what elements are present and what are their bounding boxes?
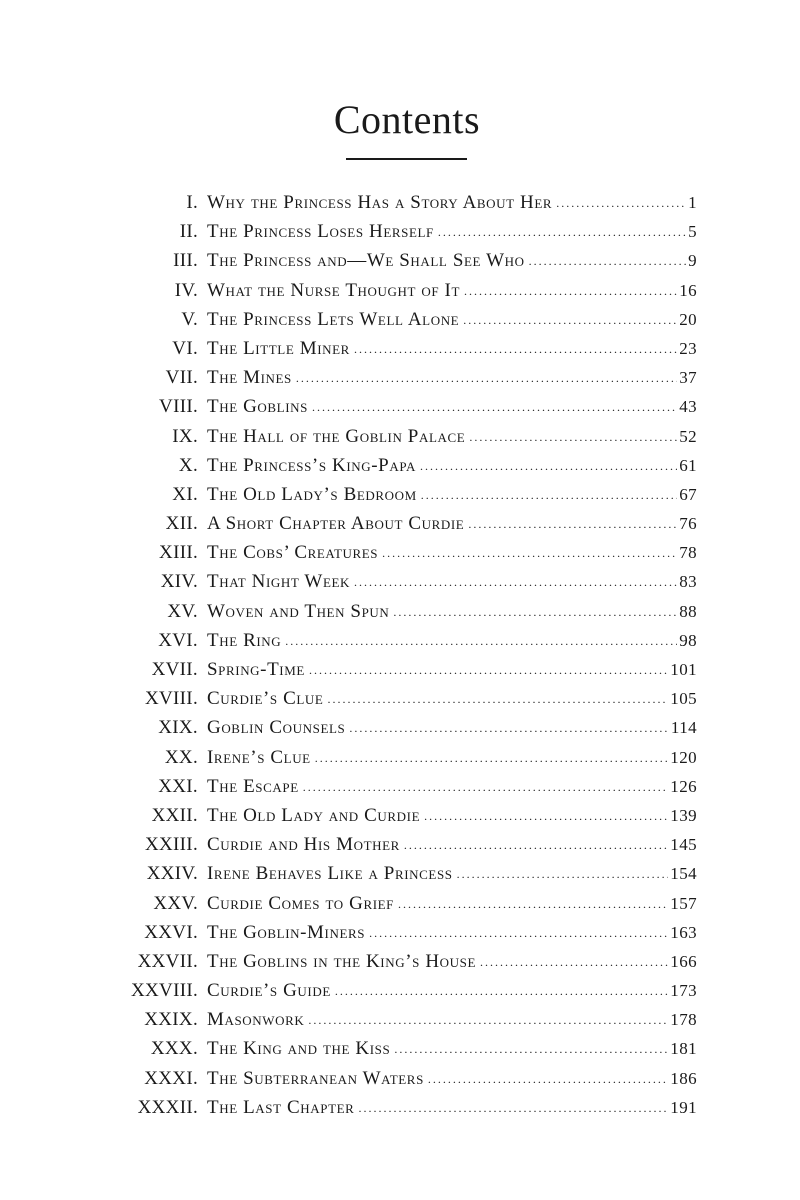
dot-leader bbox=[463, 306, 677, 335]
dot-leader bbox=[469, 423, 677, 452]
toc-entry bbox=[0, 655, 800, 684]
chapter-title: Irene’s Clue bbox=[207, 746, 311, 768]
toc-entry bbox=[0, 947, 800, 976]
chapter-page-number: 166 bbox=[670, 951, 697, 971]
chapter-title: The Goblin-Miners bbox=[207, 921, 366, 943]
chapter-title: Curdie’s Clue bbox=[207, 688, 324, 710]
toc-entry bbox=[0, 626, 800, 655]
chapter-page-number: 163 bbox=[670, 922, 697, 942]
chapter-page-number: 61 bbox=[679, 455, 697, 475]
chapter-title: The Last Chapter bbox=[207, 1096, 355, 1118]
toc-entry bbox=[0, 276, 800, 305]
chapter-title: The Escape bbox=[207, 775, 299, 797]
toc-entry bbox=[0, 743, 800, 772]
toc-entry bbox=[0, 480, 800, 509]
chapter-number: XIII. bbox=[159, 542, 198, 564]
chapter-number: VIII. bbox=[159, 396, 198, 418]
toc-entry-line bbox=[207, 1034, 697, 1065]
toc-entry bbox=[0, 830, 800, 859]
chapter-title: The Ring bbox=[207, 629, 282, 651]
toc-entry bbox=[0, 918, 800, 947]
chapter-page-number: 126 bbox=[670, 776, 697, 796]
toc-entry-line bbox=[207, 859, 697, 890]
toc-entry bbox=[0, 597, 800, 626]
chapter-title: Spring-Time bbox=[207, 659, 305, 680]
toc-entry bbox=[0, 976, 800, 1005]
toc-entry-line bbox=[207, 567, 697, 598]
dot-leader bbox=[438, 218, 686, 247]
toc-entry-line bbox=[207, 480, 697, 511]
chapter-page-number: 186 bbox=[670, 1068, 697, 1088]
chapter-title: Masonwork bbox=[207, 1009, 305, 1031]
toc-entry-line bbox=[207, 801, 697, 832]
toc-entry bbox=[0, 422, 800, 451]
toc-entry-line bbox=[207, 684, 697, 715]
toc-entry bbox=[0, 1034, 800, 1063]
chapter-number: XXXI. bbox=[144, 1067, 198, 1089]
dot-leader bbox=[556, 189, 686, 218]
toc-entry-line bbox=[207, 538, 697, 569]
toc-entry-line bbox=[207, 713, 697, 744]
dot-leader bbox=[296, 364, 677, 393]
dot-leader bbox=[354, 568, 677, 597]
toc-entry-line bbox=[207, 276, 697, 307]
chapter-title: The Princess’s King-Papa bbox=[207, 454, 416, 476]
toc-entry bbox=[0, 859, 800, 888]
chapter-page-number: 20 bbox=[679, 309, 697, 329]
toc-entry-line bbox=[207, 743, 697, 774]
chapter-number: XIX. bbox=[158, 717, 198, 739]
toc-entry-line bbox=[207, 976, 697, 1007]
chapter-page-number: 16 bbox=[679, 280, 697, 300]
chapter-page-number: 83 bbox=[679, 572, 697, 592]
toc-entry bbox=[0, 713, 800, 742]
chapter-number: XV. bbox=[167, 600, 198, 622]
chapter-title: The Goblins in the King’s House bbox=[207, 950, 476, 972]
chapter-title: What the Nurse Thought of It bbox=[207, 279, 461, 301]
toc-entry bbox=[0, 801, 800, 830]
toc-entry-line bbox=[207, 334, 697, 365]
chapter-number: V. bbox=[181, 308, 198, 330]
chapter-number: XXX. bbox=[150, 1038, 198, 1060]
chapter-title: Curdie’s Guide bbox=[207, 980, 331, 1002]
toc-entry bbox=[0, 538, 800, 567]
chapter-page-number: 191 bbox=[670, 1097, 697, 1117]
dot-leader bbox=[398, 890, 668, 919]
dot-leader bbox=[393, 598, 677, 627]
page-title: Contents bbox=[333, 97, 481, 142]
chapter-page-number: 5 bbox=[688, 222, 697, 242]
toc-entry bbox=[0, 1005, 800, 1034]
chapter-number: XVIII. bbox=[145, 688, 198, 710]
toc-entry bbox=[0, 772, 800, 801]
toc-entry bbox=[0, 217, 800, 246]
toc-entry-line bbox=[207, 1064, 697, 1095]
chapter-page-number: 157 bbox=[670, 893, 697, 913]
toc-entry-line bbox=[207, 305, 697, 336]
chapter-number: XXI. bbox=[158, 775, 198, 797]
chapter-title: The Goblins bbox=[207, 396, 308, 418]
toc-entry-line bbox=[207, 772, 697, 803]
chapter-number: XXXII. bbox=[137, 1096, 198, 1118]
toc-entry-line bbox=[207, 422, 697, 453]
dot-leader bbox=[529, 247, 687, 276]
chapter-number: XXVI. bbox=[144, 921, 198, 943]
chapter-number: XVI. bbox=[158, 629, 198, 651]
dot-leader bbox=[349, 714, 669, 743]
chapter-title: Why the Princess Has a Story About Her bbox=[207, 192, 553, 213]
chapter-title: The Princess Lets Well Alone bbox=[207, 308, 460, 330]
chapter-title: The Old Lady and Curdie bbox=[207, 804, 421, 826]
toc-entry bbox=[0, 684, 800, 713]
toc-entry-line bbox=[207, 246, 697, 277]
chapter-number: III. bbox=[173, 250, 198, 272]
dot-leader bbox=[308, 1006, 668, 1035]
chapter-page-number: 52 bbox=[679, 426, 697, 446]
chapter-title: The Little Miner bbox=[207, 337, 350, 359]
dot-leader bbox=[358, 1094, 668, 1123]
chapter-page-number: 98 bbox=[679, 630, 697, 650]
chapter-number: IX. bbox=[172, 425, 198, 447]
chapter-page-number: 181 bbox=[670, 1039, 697, 1059]
chapter-title: The Princess and—We Shall See Who bbox=[207, 250, 525, 272]
toc-entry bbox=[0, 363, 800, 392]
chapter-page-number: 9 bbox=[688, 251, 697, 271]
chapter-title: The Cobs’ Creatures bbox=[207, 542, 379, 564]
chapter-title: Curdie and His Mother bbox=[207, 834, 400, 856]
toc-entry-line bbox=[207, 451, 697, 482]
dot-leader bbox=[457, 860, 669, 889]
chapter-page-number: 173 bbox=[670, 981, 697, 1001]
toc-entry-line bbox=[207, 918, 697, 949]
chapter-number: XVII. bbox=[151, 659, 198, 680]
toc-entry-line bbox=[207, 188, 697, 219]
chapter-page-number: 101 bbox=[670, 660, 697, 679]
toc-entry bbox=[0, 246, 800, 275]
chapter-number: VII. bbox=[165, 367, 198, 389]
chapter-number: XII. bbox=[165, 513, 198, 535]
chapter-title: Woven and Then Spun bbox=[207, 600, 390, 622]
toc-entry-line bbox=[207, 597, 697, 628]
dot-leader bbox=[315, 744, 669, 773]
chapter-page-number: 78 bbox=[679, 543, 697, 563]
toc-entry-line bbox=[207, 626, 697, 657]
chapter-number: XXIX. bbox=[144, 1009, 198, 1031]
table-of-contents bbox=[0, 188, 800, 1122]
chapter-page-number: 23 bbox=[679, 338, 697, 358]
toc-entry bbox=[0, 188, 800, 217]
toc-entry-line bbox=[207, 1093, 697, 1124]
chapter-title: The Subterranean Waters bbox=[207, 1067, 424, 1089]
chapter-title: That Night Week bbox=[207, 571, 351, 593]
chapter-page-number: 154 bbox=[670, 864, 697, 884]
chapter-title: The King and the Kiss bbox=[207, 1038, 391, 1060]
chapter-number: XXVII. bbox=[137, 950, 198, 972]
chapter-page-number: 139 bbox=[670, 805, 697, 825]
toc-entry bbox=[0, 305, 800, 334]
toc-entry bbox=[0, 451, 800, 480]
dot-leader bbox=[394, 1035, 668, 1064]
dot-leader bbox=[285, 627, 677, 656]
dot-leader bbox=[464, 277, 677, 306]
dot-leader bbox=[309, 656, 668, 685]
dot-leader bbox=[424, 802, 668, 831]
chapter-page-number: 76 bbox=[679, 514, 697, 534]
chapter-page-number: 37 bbox=[679, 368, 697, 388]
dot-leader bbox=[327, 685, 668, 714]
chapter-title: The Old Lady’s Bedroom bbox=[207, 483, 417, 505]
title-underline bbox=[346, 158, 467, 160]
dot-leader bbox=[428, 1065, 668, 1094]
chapter-page-number: 1 bbox=[688, 193, 697, 212]
chapter-number: XXIII. bbox=[145, 834, 198, 856]
chapter-page-number: 114 bbox=[670, 718, 697, 738]
toc-entry-line bbox=[207, 655, 697, 686]
chapter-title: Irene Behaves Like a Princess bbox=[207, 863, 453, 885]
chapter-number: II. bbox=[179, 221, 198, 243]
dot-leader bbox=[480, 948, 668, 977]
toc-entry-line bbox=[207, 217, 697, 248]
toc-entry-line bbox=[207, 363, 697, 394]
chapter-number: XXIV. bbox=[146, 863, 198, 885]
dot-leader bbox=[382, 539, 677, 568]
chapter-page-number: 145 bbox=[670, 835, 697, 855]
chapter-number: XX. bbox=[164, 746, 198, 768]
toc-entry-line bbox=[207, 889, 697, 920]
chapter-page-number: 105 bbox=[670, 689, 697, 709]
dot-leader bbox=[354, 335, 677, 364]
toc-entry-line bbox=[207, 392, 697, 423]
chapter-title: Goblin Counsels bbox=[207, 717, 346, 739]
chapter-number: X. bbox=[178, 454, 198, 476]
chapter-number: XIV. bbox=[160, 571, 198, 593]
chapter-page-number: 120 bbox=[670, 747, 697, 767]
chapter-number: VI. bbox=[172, 337, 198, 359]
chapter-number: I. bbox=[186, 192, 198, 213]
chapter-number: IV. bbox=[174, 279, 198, 301]
chapter-title: The Princess Loses Herself bbox=[207, 221, 434, 243]
dot-leader bbox=[421, 481, 677, 510]
chapter-number: XXII. bbox=[151, 804, 198, 826]
chapter-page-number: 88 bbox=[679, 601, 697, 621]
toc-entry bbox=[0, 567, 800, 596]
dot-leader bbox=[312, 393, 677, 422]
chapter-title: The Hall of the Goblin Palace bbox=[207, 425, 466, 447]
toc-entry-line bbox=[207, 509, 697, 540]
toc-entry bbox=[0, 1093, 800, 1122]
toc-entry-line bbox=[207, 830, 697, 861]
chapter-number: XXVIII. bbox=[131, 980, 198, 1002]
chapter-page-number: 67 bbox=[679, 484, 697, 504]
toc-entry bbox=[0, 509, 800, 538]
dot-leader bbox=[369, 919, 668, 948]
chapter-number: XI. bbox=[172, 483, 198, 505]
chapter-number: XXV. bbox=[153, 892, 198, 914]
chapter-title: Curdie Comes to Grief bbox=[207, 892, 395, 914]
dot-leader bbox=[468, 510, 677, 539]
chapter-page-number: 178 bbox=[670, 1010, 697, 1030]
chapter-title: A Short Chapter About Curdie bbox=[207, 513, 465, 535]
toc-entry bbox=[0, 334, 800, 363]
toc-entry bbox=[0, 889, 800, 918]
dot-leader bbox=[420, 452, 677, 481]
toc-entry-line bbox=[207, 947, 697, 978]
dot-leader bbox=[303, 773, 669, 802]
chapter-page-number: 43 bbox=[679, 397, 697, 417]
toc-entry-line bbox=[207, 1005, 697, 1036]
toc-entry bbox=[0, 1064, 800, 1093]
dot-leader bbox=[404, 831, 668, 860]
dot-leader bbox=[335, 977, 668, 1006]
toc-entry bbox=[0, 392, 800, 421]
chapter-title: The Mines bbox=[207, 367, 292, 389]
